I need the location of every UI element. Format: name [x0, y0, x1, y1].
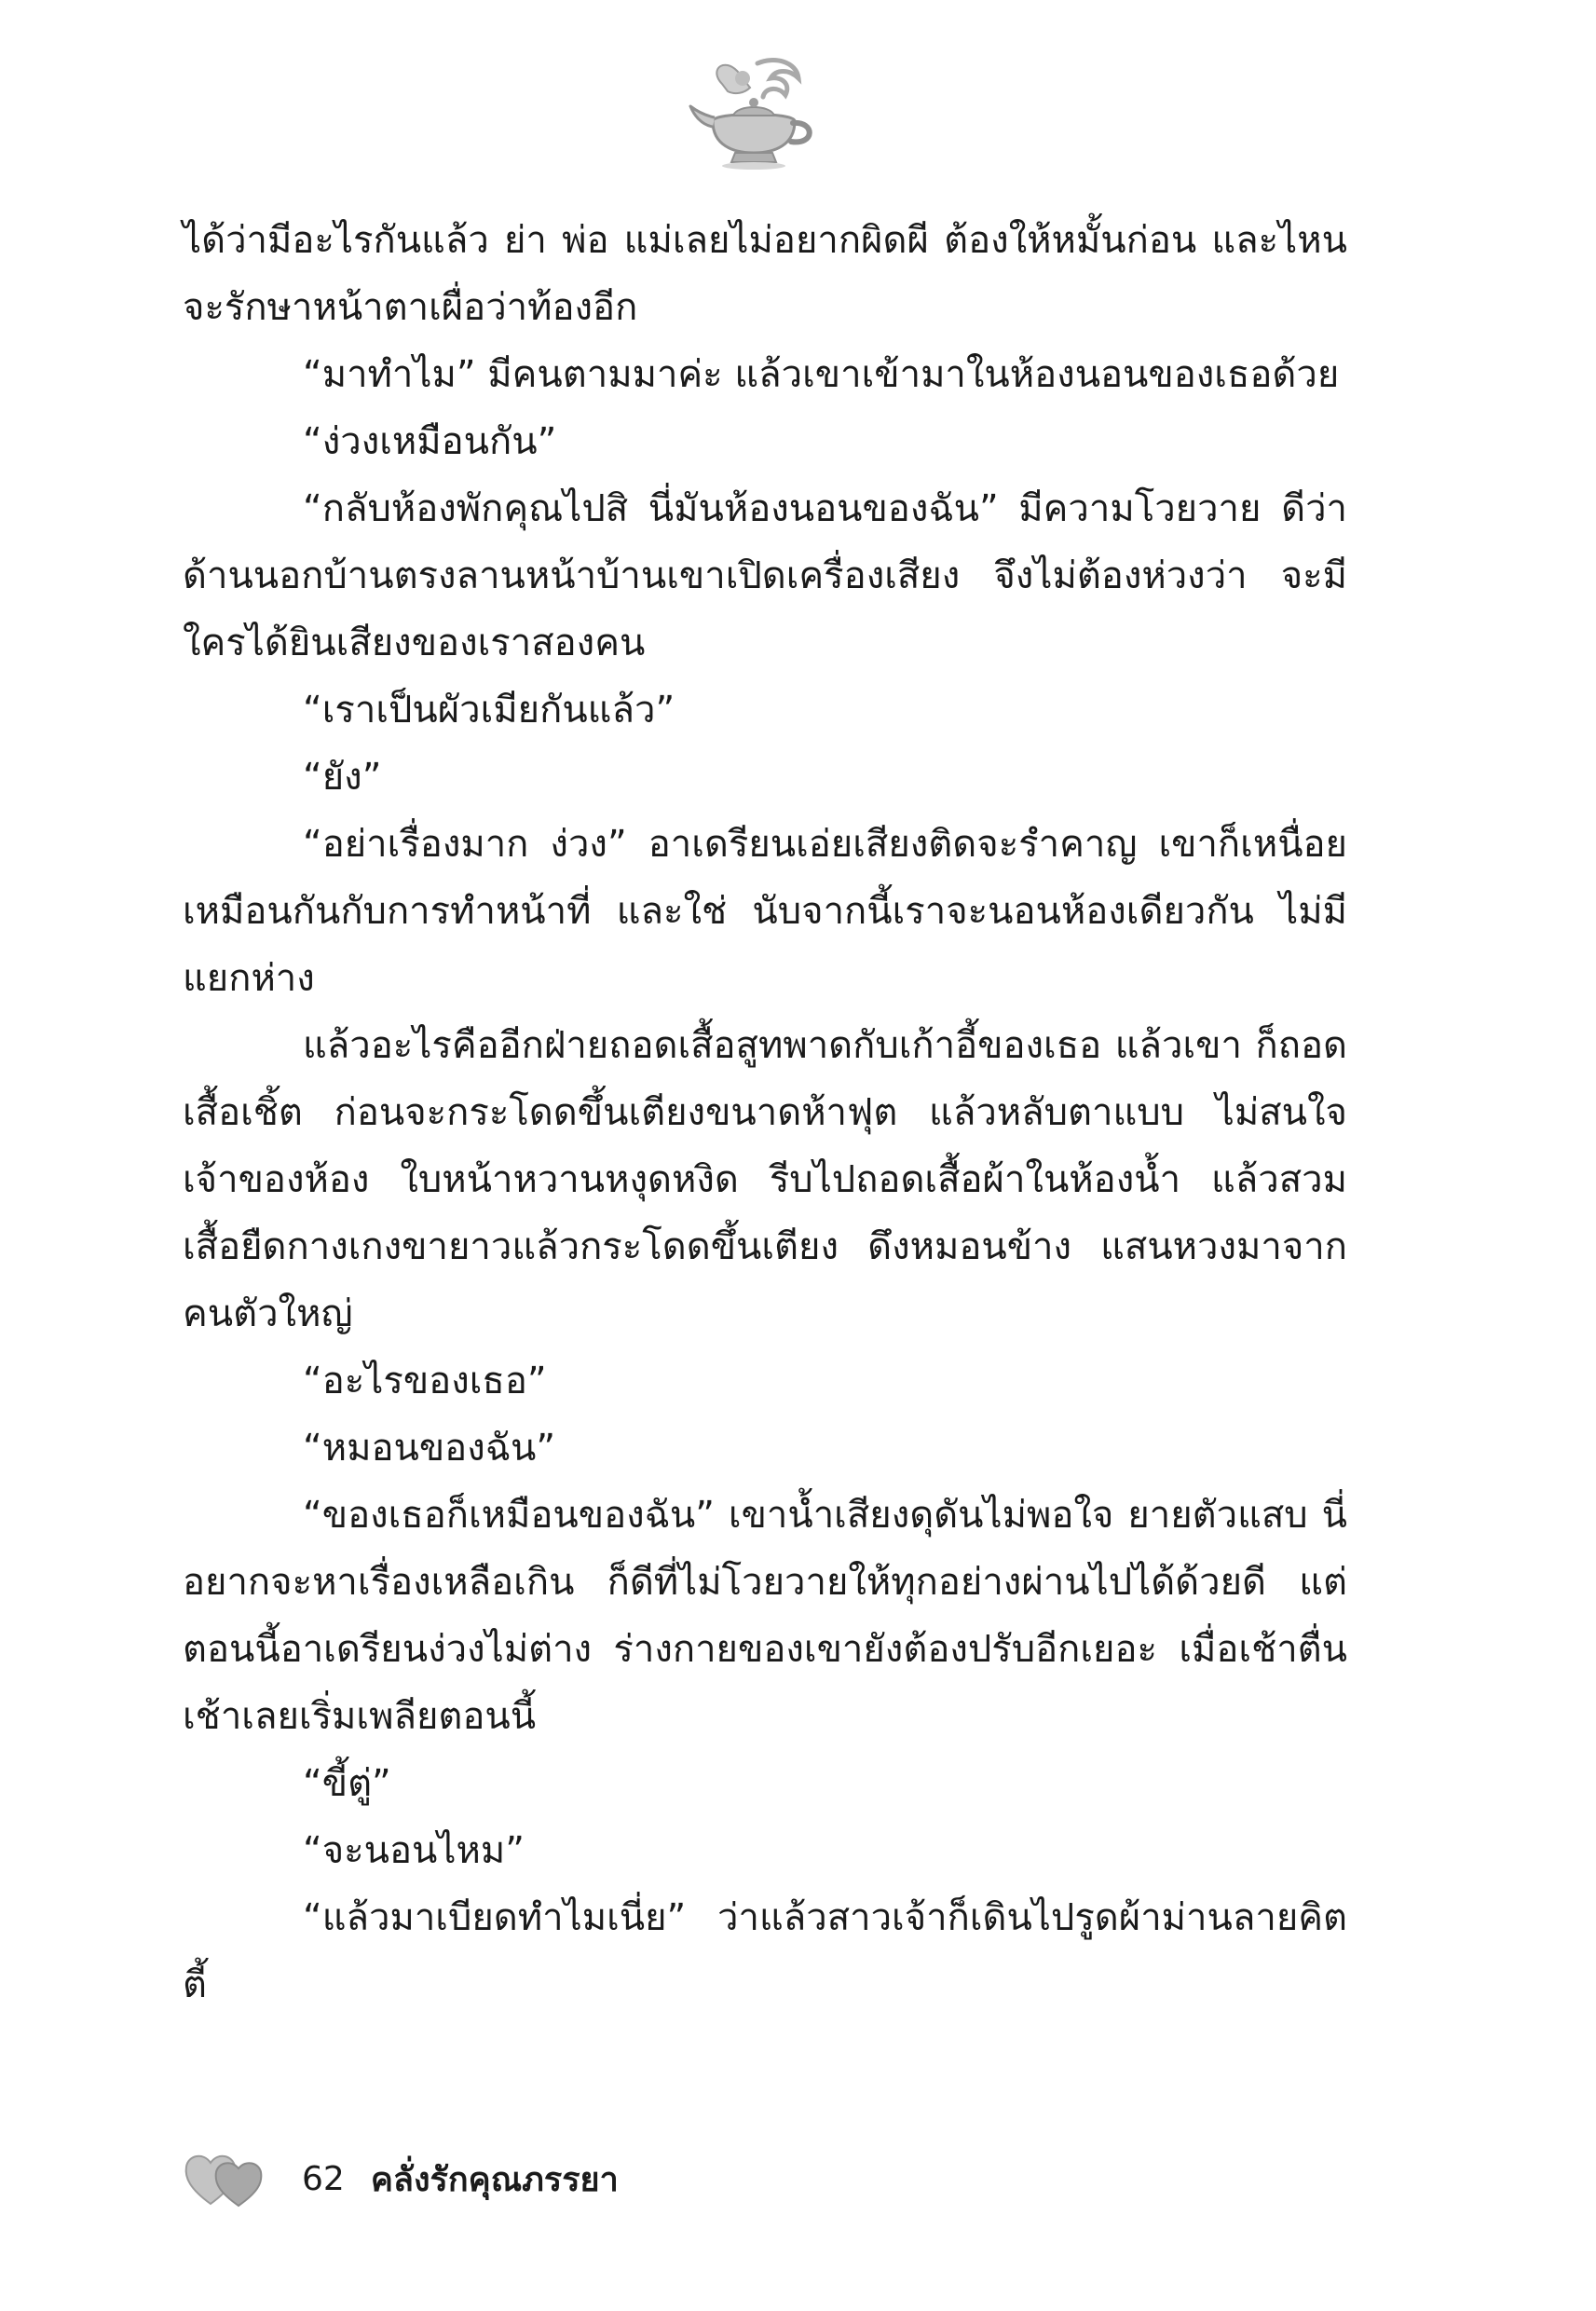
- page-number: 62: [302, 2159, 345, 2198]
- paragraph: “อะไรของเธอ”: [303, 1360, 547, 1402]
- book-title: คลั่งรักคุณภรรยา: [370, 2160, 619, 2199]
- paragraph: “กลับห้องพักคุณไปสิ นี่มันห้องนอนของฉัน” มีความโวยวาย ดีว่าด้านนอกบ้านตรงลานหน้าบ้านเขาเปิดเครื่องเสียง จึงไม่ต้องห่วงว่า จะมีใครได้ยินเสียงของเราสองคน: [183, 487, 1347, 664]
- paragraph: “ขี้ตู่”: [303, 1762, 391, 1805]
- text-body: [183, 207, 1347, 2018]
- paragraph: “ง่วงเหมือนกัน”: [303, 420, 557, 463]
- paragraph: “ยัง”: [303, 756, 382, 799]
- paragraph: “แล้วมาเบียดทำไมเนี่ย” ว่าแล้วสาวเจ้าก็เดินไปรูดผ้าม่านลายคิตตี้: [183, 1896, 1347, 2006]
- paragraph: “ของเธอก็เหมือนของฉัน” เขาน้ำเสียงดุดันไม่พอใจ ยายตัวแสบ นี่อยากจะหาเรื่องเหลือเกิน ก็ดีที่ไม่โวยวายให้ทุกอย่างผ่านไปได้ด้วยดี แต่ตอนนี้อาเดรียนง่วงไม่ต่าง ร่างกายของเขายังต้องปรับอีกเยอะ เมื่อเช้าตื่นเช้าเลยเริ่มเพลียตอนนี้: [183, 1494, 1347, 1738]
- paragraph: “มาทำไม” มีคนตามมาค่ะ แล้วเขาเข้ามาในห้องนอนของเธอด้วย: [303, 353, 1340, 396]
- paragraph: “เราเป็นผัวเมียกันแล้ว”: [303, 689, 675, 732]
- paragraph: แล้วอะไรคืออีกฝ่ายถอดเสื้อสูทพาดกับเก้าอี้ของเธอ แล้วเขา ก็ถอดเสื้อเชิ้ต ก่อนจะกระโดดขึ้นเตียงขนาดห้าฟุต แล้วหลับตาแบบ ไม่สนใจเจ้าของห้อง ใบหน้าหวานหงุดหงิด รีบไปถอดเสื้อผ้าในห้องน้ำ แล้วสวมเสื้อยืดกางเกงขายาวแล้วกระโดดขึ้นเตียง ดึงหมอนข้าง แสนหวงมาจากคนตัวใหญ่: [183, 1024, 1347, 1335]
- cupid-teapot-ornament-icon: [685, 56, 825, 172]
- paragraph: “หมอนของฉัน”: [303, 1427, 556, 1470]
- paragraph: ได้ว่ามีอะไรกันแล้ว ย่า พ่อ แม่เลยไม่อยากผิดผี ต้องให้หมั้นก่อน และไหนจะรักษาหน้าตาเผื่อว่าท้องอีก: [183, 219, 1347, 329]
- paragraph: “จะนอนไหม”: [303, 1829, 525, 1872]
- double-heart-icon: [183, 2148, 268, 2209]
- page-footer: [183, 2141, 619, 2216]
- paragraph: “อย่าเรื่องมาก ง่วง” อาเดรียนเอ่ยเสียงติดจะรำคาญ เขาก็เหนื่อย เหมือนกันกับการทำหน้าที่ และใช่ นับจากนี้เราจะนอนห้องเดียวกัน ไม่มีแยกห่าง: [183, 823, 1347, 1000]
